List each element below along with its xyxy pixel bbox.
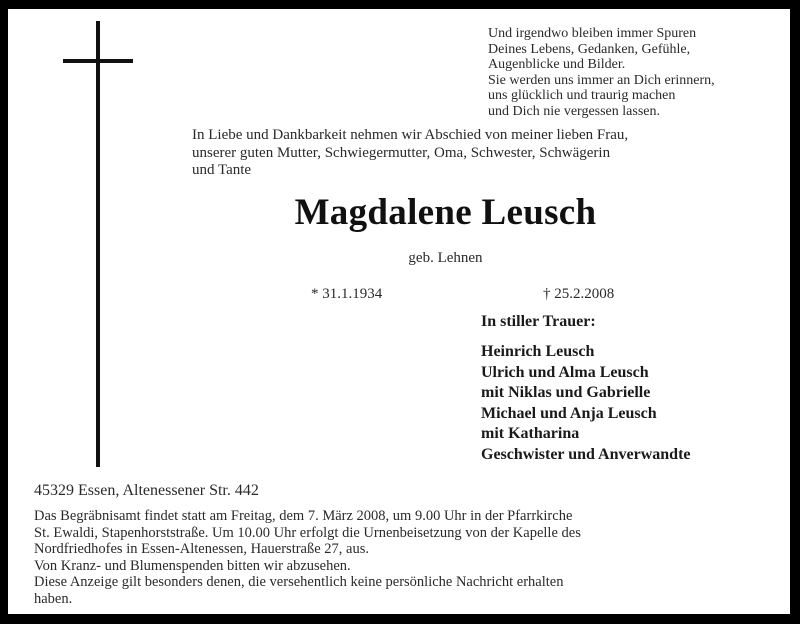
poem-line: Sie werden uns immer an Dich erinnern, — [488, 72, 715, 88]
intro-line: unserer guten Mutter, Schwiegermutter, Oma, Schwester, Schwägerin — [192, 144, 611, 161]
notice-line: Von Kranz- und Blumenspenden bitten wir abzusehen. — [34, 557, 351, 574]
notice-line: Diese Anzeige gilt besonders denen, die versehentlich keine persönliche Nachricht erhalten — [34, 574, 564, 590]
cross-icon-bar — [63, 59, 133, 63]
family-address: 45329 Essen, Altenessener Str. 442 — [34, 482, 259, 499]
mourner-entry: Michael und Anja Leusch — [481, 404, 657, 422]
intro-line: In Liebe und Dankbarkeit nehmen wir Abschied von meiner lieben Frau, — [192, 127, 629, 143]
deceased-name: Magdalene Leusch — [294, 192, 597, 233]
notice-line: Das Begräbnisamt findet statt am Freitag, dem 7. März 2008, um 9.00 Uhr in der Pfarrkirche — [34, 508, 573, 524]
poem-line: und Dich nie vergessen lassen. — [488, 103, 660, 119]
notice-line: St. Ewaldi, Stapenhorststraße. Um 10.00 Uhr erfolgt die Urnenbeisetzung von der Kapelle des — [34, 524, 581, 541]
poem-line: uns glücklich und traurig machen — [488, 88, 676, 103]
mourner-entry: Geschwister und Anverwandte — [481, 445, 691, 463]
mourners-list — [481, 342, 691, 465]
funeral-notice — [34, 508, 774, 607]
farewell-intro — [192, 127, 782, 180]
mourner-entry: Heinrich Leusch — [481, 343, 595, 360]
notice-line: Nordfriedhofes in Essen-Altenessen, Hauerstraße 27, aus. — [34, 541, 370, 557]
mourner-entry: Ulrich und Alma Leusch — [481, 363, 649, 381]
mourners-heading: In stiller Trauer: — [481, 313, 596, 330]
obituary-notice — [8, 9, 790, 614]
mourner-entry: mit Katharina — [481, 425, 580, 442]
notice-line: haben. — [34, 590, 73, 607]
mourner-entry: mit Niklas und Gabrielle — [481, 384, 651, 401]
birth-date: * 31.1.1934 — [311, 286, 383, 302]
intro-line: und Tante — [192, 162, 252, 178]
cross-icon — [96, 21, 100, 467]
poem-line: Deines Lebens, Gedanken, Gefühle, — [488, 41, 691, 57]
poem-line: Und irgendwo bleiben immer Spuren — [488, 26, 697, 41]
maiden-name: geb. Lehnen — [408, 250, 483, 266]
poem-line: Augenblicke und Bilder. — [488, 57, 626, 72]
memorial-poem — [488, 26, 788, 119]
death-date: † 25.2.2008 — [543, 286, 615, 302]
